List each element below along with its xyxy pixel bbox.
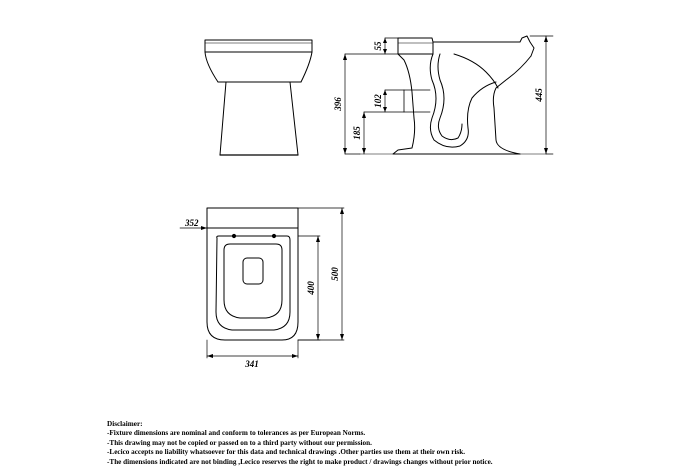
dim-label: 352 [185,218,199,228]
dim-label: 445 [534,88,544,102]
disclaimer-line: -Lecico accepts no liability whatsoever for this data and technical drawings .Other parties use them at their own risk. [107,448,466,457]
front-pedestal [220,82,298,155]
disclaimer-heading: Disclaimer: [107,420,143,428]
front-bowl [205,52,312,82]
dim-label: 400 [306,281,316,295]
disclaimer-line: -This drawing may not be copied or passed on to a third party without our permission. [107,438,372,447]
dim-label: 341 [245,359,259,369]
disclaimer-line: -The dimensions indicated are not binding ,Lecico reserves the right to make product / drawings changes without prior notice. [107,457,493,466]
disclaimer-line: -Fixture dimensions are nominal and conform to tolerances as per European Norms. [107,429,366,438]
top-tank [207,208,298,228]
dim-label: 55 [373,41,383,51]
top-bowl-opening [224,244,282,318]
top-drain [243,258,263,284]
dim-label: 185 [352,126,362,140]
dim-label: 102 [373,94,383,108]
disclaimer [107,420,677,467]
dim-label: 396 [333,97,343,111]
front-tank-lid [205,40,312,52]
dim-label: 500 [330,267,340,281]
front-view [205,40,312,155]
